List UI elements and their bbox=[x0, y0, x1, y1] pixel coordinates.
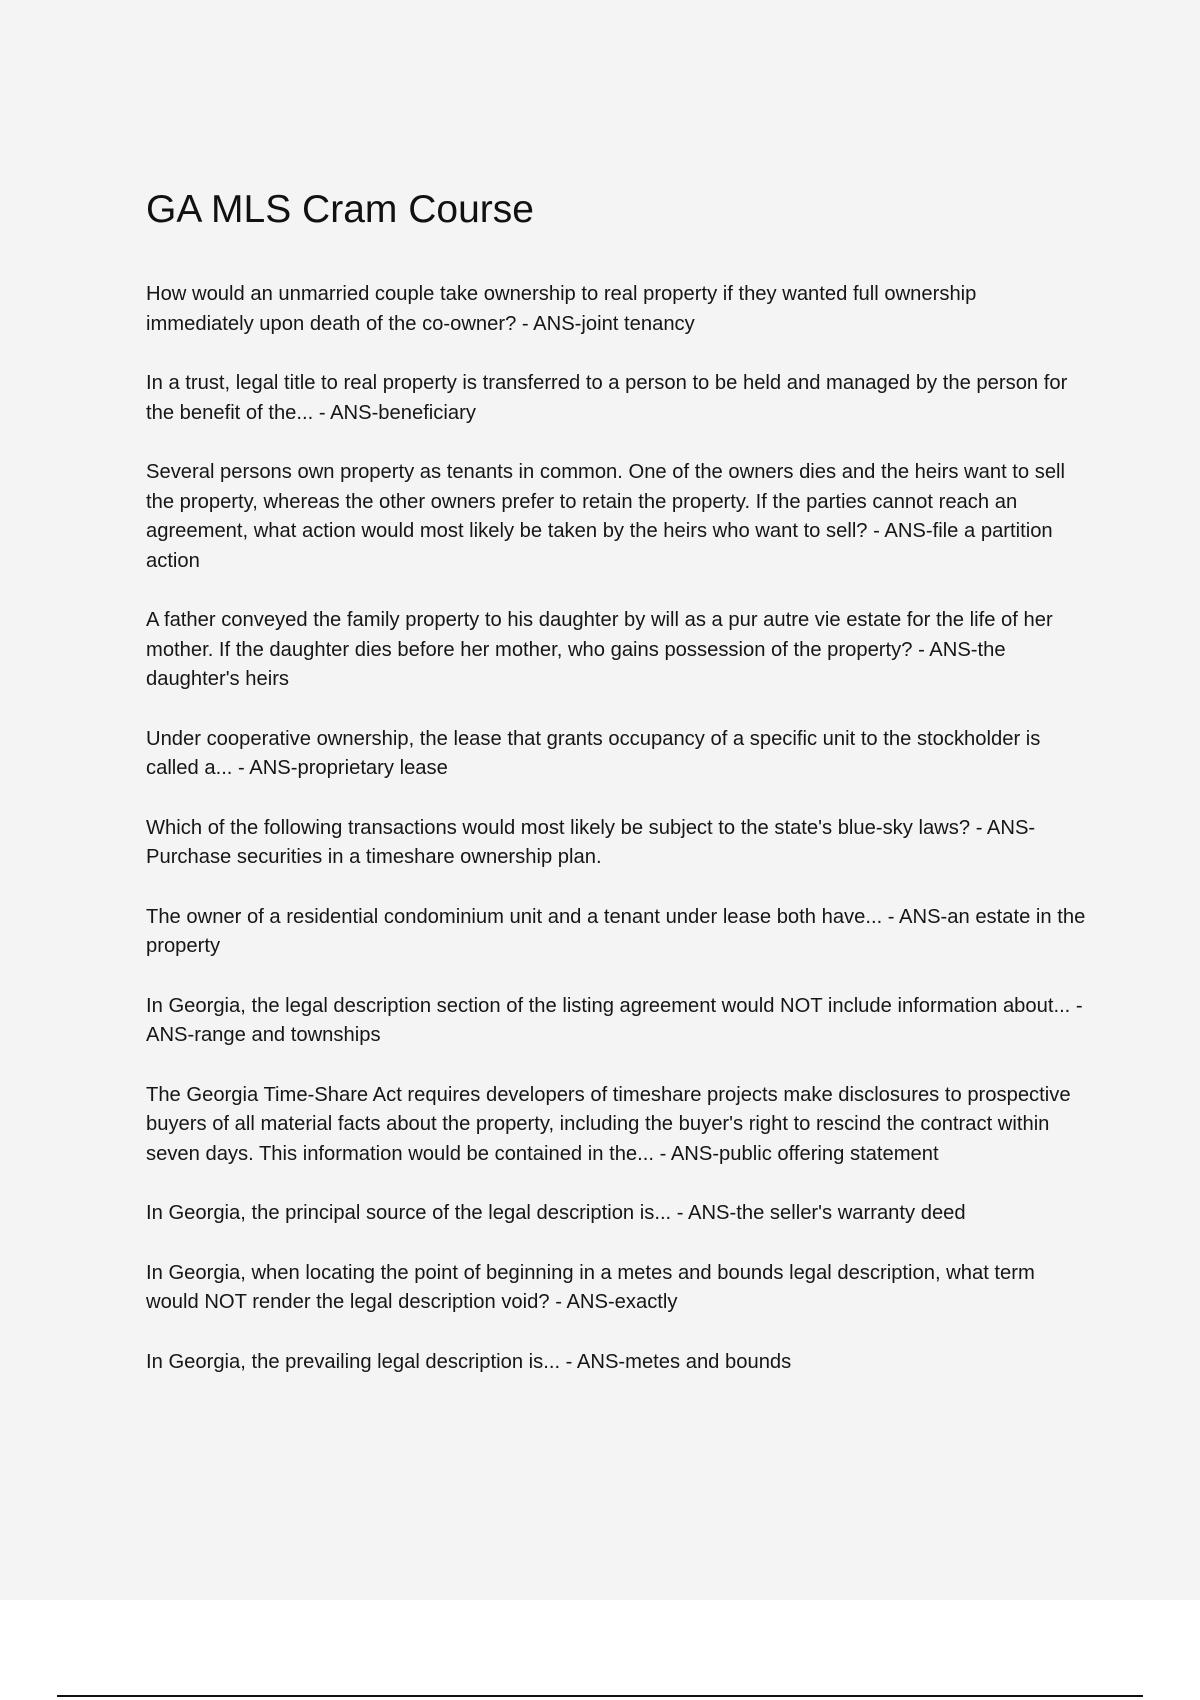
qa-item bbox=[146, 814, 1086, 873]
answer-text: ANS-the daughter's heirs bbox=[146, 638, 1006, 690]
answer-text: ANS-Purchase securities in a timeshare ownership plan. bbox=[146, 816, 1036, 868]
qa-separator: - bbox=[560, 1350, 577, 1373]
qa-separator: - bbox=[867, 520, 885, 542]
qa-item bbox=[146, 458, 1086, 576]
question-text: In Georgia, the legal description section of the listing agreement would NOT include information about... bbox=[146, 994, 1071, 1017]
footer-divider bbox=[57, 1695, 1143, 1697]
qa-item bbox=[146, 903, 1086, 962]
qa-item bbox=[146, 1259, 1086, 1318]
answer-text: ANS-range and townships bbox=[146, 1024, 381, 1046]
answer-text: ANS-exactly bbox=[566, 1291, 678, 1313]
qa-separator: - bbox=[653, 1142, 671, 1165]
qa-item bbox=[146, 1199, 1086, 1229]
question-text: The Georgia Time-Share Act requires developers of timeshare projects make disclosures to prospective buyers of all material facts about the property, including the buyer's right to rescind the contract within seven days. This information would be contained in the... bbox=[146, 1083, 1071, 1165]
question-text: In Georgia, the prevailing legal description is... bbox=[146, 1350, 561, 1373]
question-text: Under cooperative ownership, the lease that grants occupancy of a specific unit to the stockholder is called a... bbox=[146, 727, 1041, 779]
answer-text: ANS-beneficiary bbox=[330, 401, 476, 424]
qa-separator: - bbox=[970, 816, 987, 839]
question-text: In a trust, legal title to real property is transferred to a person to be held and managed by the person for the benefit of the... bbox=[146, 372, 1068, 424]
answer-text: ANS-file a partition action bbox=[146, 520, 1053, 572]
qa-separator: - bbox=[313, 401, 331, 424]
qa-item bbox=[146, 369, 1086, 428]
answer-text: ANS-proprietary lease bbox=[249, 757, 448, 779]
question-text: In Georgia, the principal source of the legal description is... bbox=[146, 1202, 672, 1224]
qa-separator: - bbox=[549, 1291, 567, 1313]
question-text: Several persons own property as tenants in common. One of the owners dies and the heirs want to sell the property, whereas the other owners prefer to retain the property. If the parties cannot reach an agreement, what action would most likely be taken by the heirs who want to sell? bbox=[146, 461, 1066, 542]
qa-item bbox=[146, 1081, 1086, 1170]
question-text: In Georgia, when locating the point of beginning in a metes and bounds legal description, what term would NOT render the legal description void? bbox=[146, 1261, 1035, 1313]
qa-item bbox=[146, 280, 1086, 339]
answer-text: ANS-the seller's warranty deed bbox=[688, 1202, 966, 1224]
qa-separator: - bbox=[232, 757, 250, 779]
qa-item bbox=[146, 606, 1086, 695]
question-text: A father conveyed the family property to his daughter by will as a pur autre vie estate for the life of her mother. If the daughter dies before her mother, who gains possession of the property? bbox=[146, 609, 1053, 661]
question-text: How would an unmarried couple take ownership to real property if they wanted full ownership immediately upon death of the co-owner? bbox=[146, 283, 977, 335]
answer-text: ANS-an estate in the property bbox=[146, 905, 1086, 957]
qa-separator: - bbox=[882, 905, 900, 928]
qa-separator: - bbox=[671, 1202, 688, 1224]
answer-text: ANS-public offering statement bbox=[670, 1142, 939, 1165]
answer-text: ANS-metes and bounds bbox=[576, 1350, 792, 1373]
qa-item bbox=[146, 992, 1086, 1051]
qa-separator: - bbox=[912, 638, 930, 661]
qa-item bbox=[146, 1348, 1086, 1378]
answer-text: ANS-joint tenancy bbox=[533, 312, 695, 335]
document-title: GA MLS Cram Course bbox=[146, 188, 534, 231]
qa-item bbox=[146, 725, 1086, 784]
qa-separator: - bbox=[516, 312, 534, 335]
question-text: The owner of a residential condominium unit and a tenant under lease both have... bbox=[146, 905, 883, 928]
question-text: Which of the following transactions would most likely be subject to the state's blue-sky laws? bbox=[146, 816, 971, 839]
qa-list bbox=[146, 280, 1086, 1407]
qa-separator: - bbox=[1070, 994, 1083, 1017]
